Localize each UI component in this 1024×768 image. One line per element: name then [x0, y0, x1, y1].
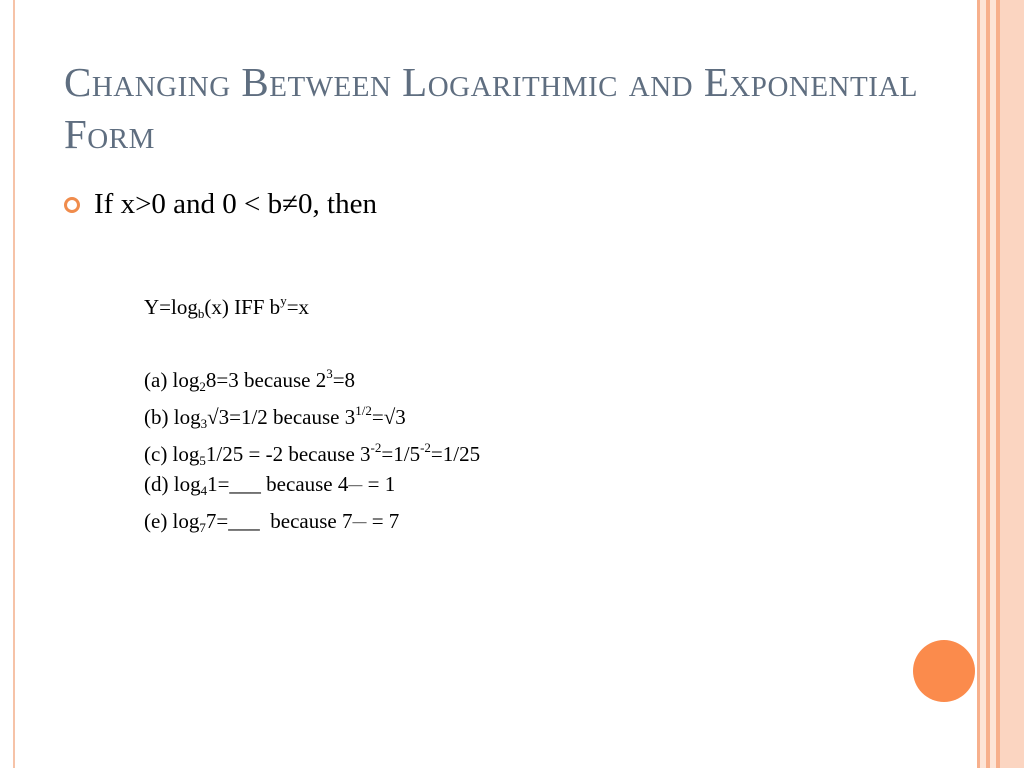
example-exp: 1/2: [355, 403, 372, 418]
example-exp: -2: [370, 440, 382, 455]
equations-block: [144, 282, 480, 540]
example-e: [144, 503, 480, 540]
example-text: 7=___ because 7: [205, 509, 353, 533]
example-d: [144, 466, 480, 503]
blank-exponent: —: [348, 478, 363, 493]
example-rest: =8: [332, 368, 356, 392]
definition-rhs: =x: [286, 295, 310, 319]
example-label: (a) log: [144, 368, 200, 392]
example-base: 3: [200, 416, 208, 431]
example-rest: =√3: [371, 405, 406, 429]
example-a: [144, 355, 480, 392]
example-text: 8=3 because 2: [205, 368, 327, 392]
right-stripe: [1000, 0, 1024, 768]
definition-mid: (x) IFF b: [204, 295, 281, 319]
example-label: (d) log: [144, 472, 201, 496]
example-exp: 3: [326, 366, 333, 381]
definition-base: b: [197, 306, 205, 321]
bullet-item: [64, 188, 377, 221]
example-b: [144, 392, 480, 429]
example-base: 5: [199, 453, 206, 468]
example-rest: = 1: [362, 472, 396, 496]
example-base: 7: [199, 520, 206, 535]
example-text: 1=___ because 4: [207, 472, 349, 496]
example-label: (e) log: [144, 509, 200, 533]
example-text: 1/25 = -2 because 3: [205, 442, 371, 466]
orange-circle-decoration: [913, 640, 975, 702]
example-rest: =1/25: [430, 442, 481, 466]
orange-ring-bullet-icon: [64, 197, 80, 213]
example-base: 4: [200, 483, 208, 498]
blank-exponent: —: [352, 515, 367, 530]
definition-lhs: Y=log: [144, 295, 198, 319]
spacer: [144, 319, 480, 355]
left-border-rule: [13, 0, 15, 768]
definition-exp: y: [280, 293, 287, 308]
definition-line: [144, 282, 480, 319]
bullet-text: If x>0 and 0 < b≠0, then: [94, 188, 377, 220]
example-rest: = 7: [366, 509, 400, 533]
example-exp: -2: [420, 440, 431, 455]
example-c: [144, 429, 480, 466]
slide-title: Changing Between Logarithmic and Exponential Form: [64, 59, 919, 157]
example-label: (b) log: [144, 405, 201, 429]
example-label: (c) log: [144, 442, 200, 466]
example-base: 2: [199, 379, 206, 394]
example-text: =1/5: [381, 442, 421, 466]
example-text: √3=1/2 because 3: [207, 405, 356, 429]
